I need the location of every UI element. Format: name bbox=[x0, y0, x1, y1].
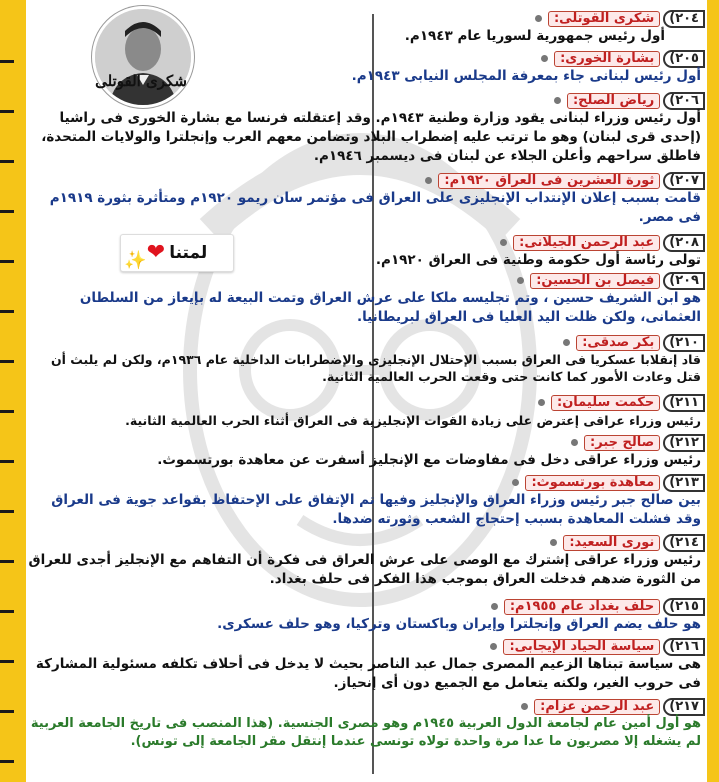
entry-title: عبد الرحمن عزام: bbox=[534, 699, 660, 715]
entry-header bbox=[26, 474, 705, 491]
entry-text: رئيس وزراء عراقى إعترض على زيادة القوات الإنجليزية فى العراق أثناء الحرب العالمية الثانية. bbox=[125, 413, 701, 428]
bullet-icon bbox=[491, 603, 498, 610]
entry-number: ٢٠٦) bbox=[663, 92, 705, 110]
entry-text: هو ابن الشريف حسين ، وتم تجليسه ملكا على عرش العراق وتمت البيعة له بإيعاز من السلطان العثمانى، ولكن ظلت اليد العليا فى العراق لبريطانيا. bbox=[79, 290, 701, 325]
bullet-icon bbox=[535, 15, 542, 22]
entry-number: ٢٠٤) bbox=[663, 10, 705, 28]
entry-header bbox=[26, 272, 705, 289]
bullet-icon bbox=[521, 703, 528, 710]
entry-number: ٢١٧) bbox=[663, 698, 705, 716]
entry-text: هى سياسة تبناها الزعيم المصرى جمال عبد الناصر بحيث لا يدخل فى أحلاف تكلفه مسئولية المشاركة فى حروب الغير، ولكنه يتعامل مع الجميع دون أى إنحياز. bbox=[35, 656, 701, 691]
entry-216 bbox=[26, 638, 705, 693]
entry-205 bbox=[26, 50, 705, 86]
entry-title: حكمت سليمان: bbox=[551, 395, 660, 411]
entry-header bbox=[26, 534, 705, 551]
entry-217 bbox=[26, 698, 705, 751]
bullet-icon bbox=[563, 339, 570, 346]
entry-213 bbox=[26, 474, 705, 529]
entry-212 bbox=[26, 434, 705, 470]
entry-number: ٢١٦) bbox=[663, 638, 705, 656]
portrait-caption: شكرى القوتلى bbox=[95, 72, 187, 90]
entry-207 bbox=[26, 172, 705, 227]
entry-number: ٢٠٥) bbox=[663, 50, 705, 68]
entry-title: بكر صدقى: bbox=[576, 335, 660, 351]
entry-number: ٢١٤) bbox=[663, 534, 705, 552]
entry-text: رئيس وزراء عراقى دخل فى مفاوضات مع الإنجليز أسفرت عن معاهدة بورتسموث. bbox=[157, 452, 701, 468]
entry-title: حلف بغداد عام ١٩٥٥م: bbox=[504, 599, 660, 615]
bullet-icon bbox=[541, 55, 548, 62]
entry-title: بشارة الخورى: bbox=[554, 51, 660, 67]
entry-209 bbox=[26, 272, 705, 327]
bullet-icon bbox=[500, 239, 507, 246]
entry-title: ثورة العشرين فى العراق ١٩٢٠م: bbox=[438, 173, 660, 189]
entry-text: قامت بسبب إعلان الإنتداب الإنجليزى على العراق فى مؤتمر سان ريمو ١٩٢٠م ومتأثرة بثورة ١٩١٩م فى مصر. bbox=[49, 190, 701, 225]
bullet-icon bbox=[554, 97, 561, 104]
entry-header bbox=[26, 394, 705, 411]
entry-title: نورى السعيد: bbox=[563, 535, 660, 551]
entry-title: صالح جبر: bbox=[584, 435, 660, 451]
bullet-icon bbox=[490, 643, 497, 650]
bullet-icon bbox=[512, 479, 519, 486]
left-decorative-strip bbox=[0, 0, 26, 782]
bullet-icon bbox=[538, 399, 545, 406]
entry-header bbox=[26, 234, 705, 251]
entry-title: فيصل بن الحسين: bbox=[530, 273, 660, 289]
bullet-icon bbox=[425, 177, 432, 184]
entry-text: تولى رئاسة أول حكومة وطنية فى العراق ١٩٢٠م. bbox=[375, 252, 701, 268]
entry-title: معاهدة بورتسموث: bbox=[525, 475, 660, 491]
entry-text: أول رئيس جمهورية لسوريا عام ١٩٤٣م. bbox=[404, 28, 665, 44]
entry-number: ٢١٢) bbox=[663, 434, 705, 452]
bullet-icon bbox=[571, 439, 578, 446]
entry-title: عبد الرحمن الجيلانى: bbox=[513, 235, 660, 251]
entry-header bbox=[26, 698, 705, 715]
entry-text: بين صالح جبر رئيس وزراء العراق والإنجليز وفيها تم الإتفاق على الإحتفاظ بقواعد جوية فى العراق وقد فشلت المعاهدة بسبب إحتجاج الشعب وثورته ضدها. bbox=[51, 492, 701, 527]
entry-header bbox=[26, 10, 705, 27]
entry-title: شكرى القوتلى: bbox=[548, 11, 660, 27]
entry-number: ٢١٣) bbox=[663, 474, 705, 492]
entry-header bbox=[26, 434, 705, 451]
sparkle-icon: ✨ bbox=[124, 250, 147, 271]
entry-210 bbox=[26, 334, 705, 385]
entry-text: رئيس وزراء عراقى إشترك مع الوصى على عرش العراق فى فكرة أن التفاهم مع الإنجليز أجدى للعراق من الثورة ضدهم فدخلت العراق بموجب هذا الفكر فى حلف بغداد. bbox=[28, 552, 701, 587]
entry-header bbox=[26, 92, 705, 109]
entry-text: هو أول أمين عام لجامعة الدول العربية ١٩٤٥م وهو مصرى الجنسية. (هذا المنصب فى تاريخ الجامعة العربية لم يشغله إلا مصريون ما عدا مرة واحدة تولاه تونسى عندما إنتقل مقر الجامعة إلى تونس). bbox=[30, 716, 701, 749]
entry-208 bbox=[26, 234, 705, 270]
sticker-text: لمتنا bbox=[169, 243, 208, 263]
bullet-icon bbox=[517, 277, 524, 284]
entry-header bbox=[26, 638, 705, 655]
entry-title: سياسة الحياد الإيجابى: bbox=[503, 639, 660, 655]
entry-number: ٢٠٩) bbox=[663, 272, 705, 290]
entry-211 bbox=[26, 394, 705, 430]
entry-number: ٢١١) bbox=[663, 394, 705, 412]
entry-title: رياض الصلح: bbox=[567, 93, 660, 109]
entry-214 bbox=[26, 534, 705, 589]
entry-206 bbox=[26, 92, 705, 166]
entry-header bbox=[26, 172, 705, 189]
entry-number: ٢٠٧) bbox=[663, 172, 705, 190]
entry-header bbox=[26, 598, 705, 615]
entry-number: ٢١٠) bbox=[663, 334, 705, 352]
entry-header bbox=[26, 334, 705, 351]
entry-text: أول رئيس لبنانى جاء بمعرفة المجلس النيابى ١٩٤٣م. bbox=[351, 68, 701, 84]
entry-header bbox=[26, 50, 705, 67]
entry-215 bbox=[26, 598, 705, 634]
entry-number: ٢٠٨) bbox=[663, 234, 705, 252]
bullet-icon bbox=[550, 539, 557, 546]
entry-text: أول رئيس وزراء لبنانى يقود وزارة وطنية ١٩٤٣م. وقد إعتقلته فرنسا مع بشارة الخورى فى راشيا (إحدى قرى لبنان) وهو ما ترتب عليه إضطراب البلاد وتضامن معهم العرب وإنجلترا والولايات المتحدة، فاطلق سراحهم وأعلن الجلاء عن لبنان فى ديسمبر ١٩٤٦م. bbox=[41, 110, 701, 164]
entry-number: ٢١٥) bbox=[663, 598, 705, 616]
right-decorative-strip bbox=[707, 0, 719, 782]
entry-text: هو حلف يضم العراق وإنجلترا وإيران وباكستان وتركيا، وهو حلف عسكرى. bbox=[217, 616, 701, 632]
heart-icon: ❤ bbox=[146, 240, 166, 265]
entry-text: قاد إنقلابا عسكريا فى العراق بسبب الإحتلال الإنجليزى والإضطرابات الداخلية عام ١٩٣٦م، ولكن لم يلبث أن قتل وعادت الأمور كما كانت حتى وقعت الحرب العالمية الثانية. bbox=[50, 352, 701, 384]
entry-204 bbox=[26, 10, 705, 46]
